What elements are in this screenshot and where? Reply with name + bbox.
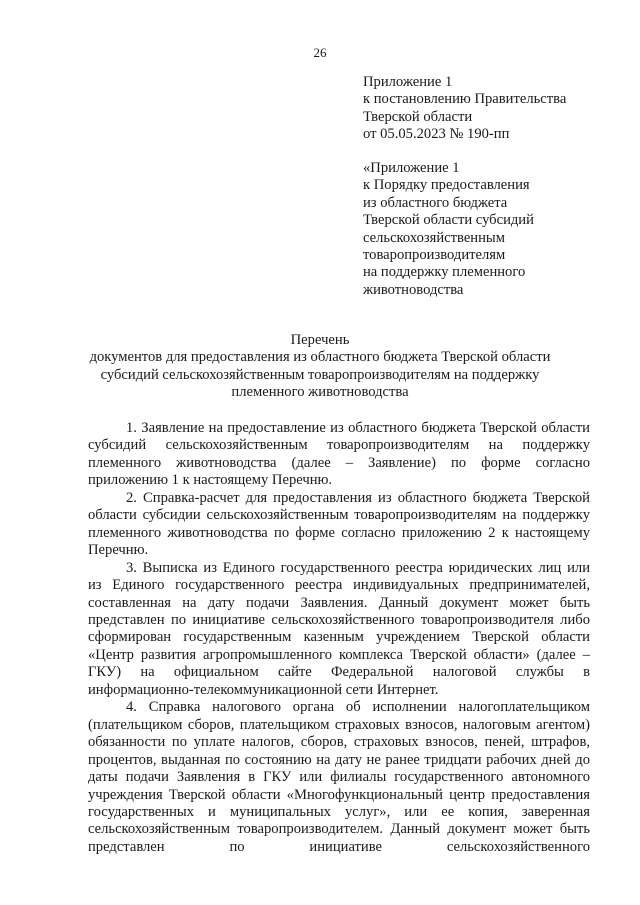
appendix-header-line: к постановлению Правительства [363, 91, 567, 108]
paragraph-1: 1. Заявление на предоставление из областного бюджета Тверской области субсидий сельскохозяйственным товаропроизводителям на поддержку племенного животноводства (далее – Заявление) по форме согласно приложению 1 к настоящему Перечню. [88, 420, 590, 489]
quoted-appendix-line: товаропроизводителям [363, 247, 506, 264]
document-title [60, 332, 580, 402]
quoted-appendix-line: к Порядку предоставления [363, 177, 530, 194]
appendix-header-line: от 05.05.2023 № 190-пп [363, 126, 510, 143]
appendix-header-line: Приложение 1 [363, 74, 453, 90]
title-line: племенного животноводства [231, 384, 409, 401]
paragraph-2: 2. Справка-расчет для предоставления из областного бюджета Тверской области субсидии сельскохозяйственным товаропроизводителям на поддержку племенного животноводства по форме согласно приложению 2 к настоящему Перечню. [88, 489, 590, 559]
title-line: документов для предоставления из областного бюджета Тверской области [89, 349, 551, 366]
quoted-appendix-line: животноводства [363, 281, 464, 298]
quoted-appendix-line: из областного бюджета [363, 194, 508, 211]
appendix-header-line: Тверской области [363, 108, 473, 125]
quoted-appendix-header [363, 160, 613, 299]
appendix-header [363, 74, 613, 144]
page-number: 26 [313, 45, 327, 60]
title-line: субсидий сельскохозяйственным товаропроизводителям на поддержку [100, 366, 540, 383]
quoted-appendix-line: на поддержку племенного [363, 264, 526, 281]
title-line: Перечень [290, 332, 350, 348]
quoted-appendix-line: Тверской области субсидий [363, 212, 534, 229]
document-body [88, 420, 590, 856]
paragraph-3: 3. Выписка из Единого государственного реестра юридических лиц или из Единого государственного реестра индивидуальных предпринимателей, составленная на дату подачи Заявления. Данный документ может быть представлен по инициативе сельскохозяйственного товаропроизводителя либо сформирован государственным казенным учреждением Тверской области «Центр развития агропромышленного комплекса Тверской области» (далее – ГКУ) на официальном сайте Федеральной налоговой службы в информационно-телекоммуникационной сети Интернет. [88, 559, 590, 698]
quoted-appendix-line: сельскохозяйственным [363, 229, 505, 246]
quoted-appendix-line: «Приложение 1 [363, 160, 460, 176]
paragraph-4: 4. Справка налогового органа об исполнении налогоплательщиком (плательщиком сборов, плательщиком страховых взносов, налоговым агентом) обязанности по уплате налогов, сборов, страховых взносов, пеней, штрафов, процентов, выданная по состоянию на дату не ранее тридцати рабочих дней до даты подачи Заявления в ГКУ или филиалы государственного автономного учреждения Тверской области «Многофункциональный центр предоставления государственных и муниципальных услуг», или ее копия, заверенная сельскохозяйственным товаропроизводителем. Данный документ может быть представлен по инициативе сельскохозяйственного [88, 699, 590, 855]
